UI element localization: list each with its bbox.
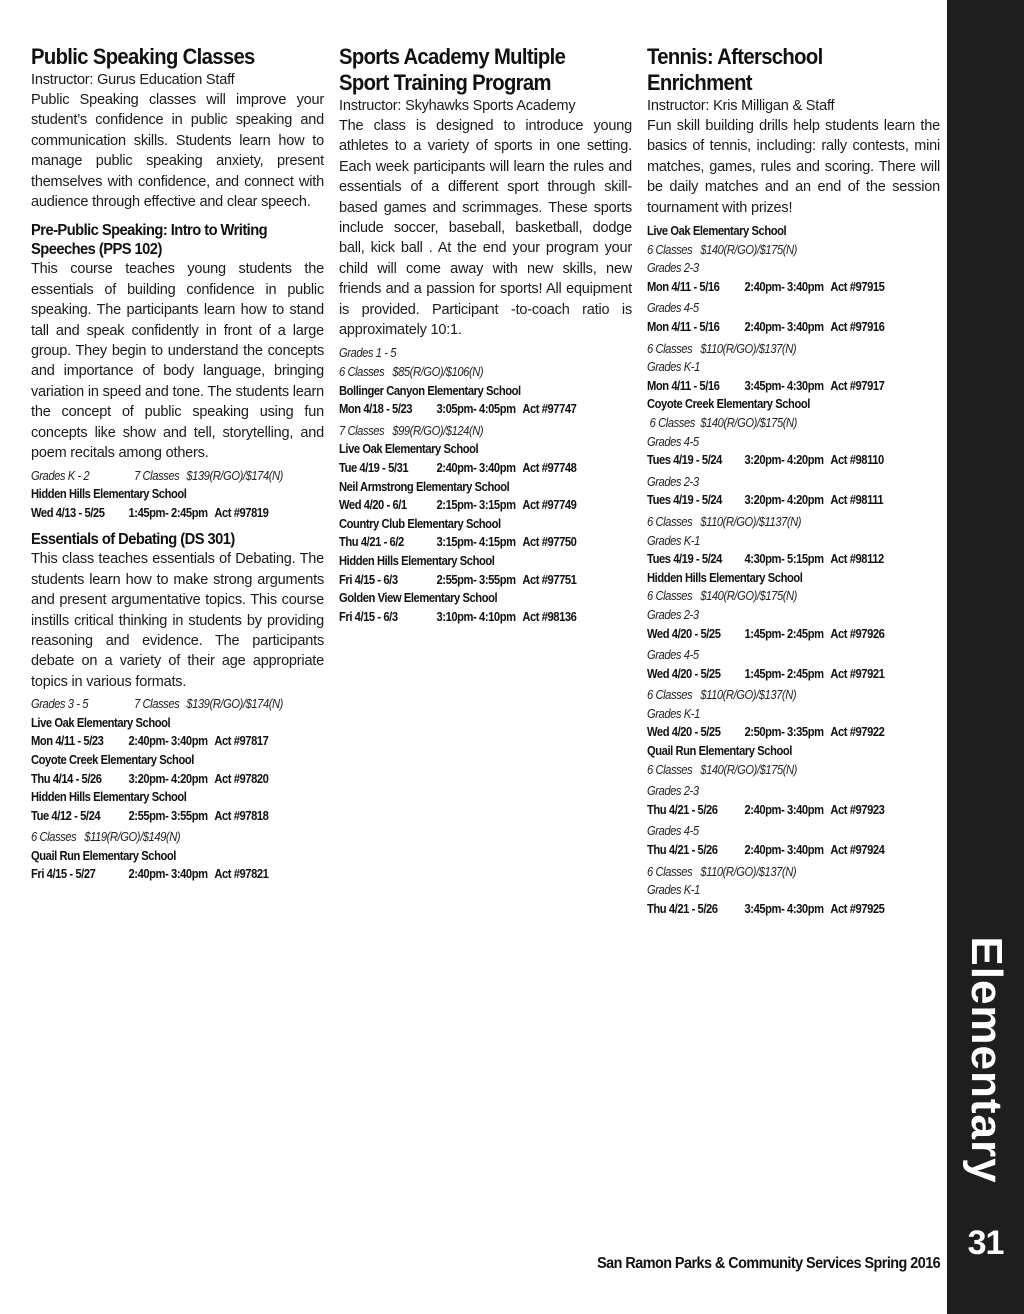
- school-name: Coyote Creek Elementary School: [31, 751, 194, 767]
- session-time: 2:55pm- 3:55pm: [436, 571, 516, 587]
- session-row: [647, 665, 899, 684]
- class-meta: [647, 513, 899, 532]
- session-date: Thu 4/21 - 5/26: [647, 801, 718, 817]
- activity-number: Act #97750: [522, 534, 577, 550]
- session-row: [339, 608, 591, 627]
- session-date: Mon 4/11 - 5/16: [647, 278, 720, 294]
- school-name: Hidden Hills Elementary School: [339, 553, 495, 568]
- session-row: [31, 770, 283, 789]
- description: Public Speaking classes will improve your student’s confidence in public speaking and communication skills. Students learn how to manage public speaking anxiety, present themselves with confidence, and connect with audience through effective and clear speech.: [31, 92, 324, 211]
- activity-number: Act #97921: [830, 665, 885, 681]
- section-label: [947, 936, 1024, 1184]
- course-listing: [339, 344, 591, 626]
- page-number: 31: [967, 1224, 1004, 1262]
- session-time: 3:05pm- 4:05pm: [436, 401, 516, 417]
- class-meta: [647, 414, 899, 433]
- instructor: Instructor: Kris Milligan & Staff: [647, 98, 835, 114]
- activity-number: Act #97749: [522, 497, 577, 513]
- grades-label: Grades K - 2: [31, 467, 90, 483]
- session-time: 1:45pm- 2:45pm: [744, 665, 824, 681]
- session-row: [647, 377, 899, 396]
- session-row: [647, 550, 899, 569]
- session-row: [647, 278, 899, 297]
- grades-label: Grades 4-5: [647, 300, 699, 316]
- course-description: This course teaches young students the essentials of building confidence in public speaking. The participants learn how to stand tall and speak confidently in front of a large group. They begin to understand the concepts and importance of body language, bringing variation in speed and tone. The students learn the concept of public speaking using fun concepts like show and tell, storytelling, and poem recitals among others.: [31, 261, 324, 462]
- session-date: Wed 4/13 - 5/25: [31, 504, 105, 520]
- session-date: Mon 4/11 - 5/16: [647, 319, 720, 334]
- instructor: Instructor: Skyhawks Sports Academy: [339, 98, 576, 114]
- school-name: Quail Run Elementary School: [31, 847, 176, 863]
- activity-number: Act #97751: [522, 571, 577, 587]
- grades-label: Grades K-1: [647, 532, 700, 548]
- activity-number: Act #97820: [214, 770, 269, 786]
- school-name: Golden View Elementary School: [339, 590, 498, 606]
- session-row: [339, 533, 591, 552]
- classes-count: 7 Classes: [134, 467, 180, 483]
- school-name: Hidden Hills Elementary School: [31, 789, 187, 805]
- session-row: [31, 865, 283, 884]
- grades-label: Grades 4-5: [647, 823, 699, 839]
- grades-label: Grades 2-3: [647, 783, 699, 799]
- page-footer: San Ramon Parks & Community Services Spring 2016: [596, 1255, 940, 1272]
- session-row: [31, 807, 283, 826]
- session-time: 3:20pm- 4:20pm: [128, 770, 208, 786]
- column-public-speaking: [31, 44, 324, 884]
- session-date: Wed 4/20 - 5/25: [647, 665, 721, 681]
- school-name: Hidden Hills Elementary School: [31, 486, 187, 502]
- class-meta: [647, 686, 899, 705]
- class-meta: [647, 340, 899, 359]
- session-time: 2:40pm- 3:40pm: [744, 319, 824, 334]
- classes-count: 6 Classes: [647, 863, 693, 879]
- price: $85(R/GO)/$106(N): [392, 364, 484, 380]
- session-row: [647, 841, 899, 860]
- class-meta: [339, 422, 591, 441]
- activity-number: Act #97924: [830, 842, 885, 858]
- classes-count: 6 Classes: [31, 829, 77, 845]
- session-date: Mon 4/11 - 5/16: [647, 377, 720, 393]
- session-time: 2:40pm- 3:40pm: [744, 801, 824, 817]
- session-time: 3:45pm- 4:30pm: [744, 377, 824, 393]
- session-time: 2:15pm- 3:15pm: [436, 497, 516, 513]
- school-name: Live Oak Elementary School: [339, 441, 479, 457]
- classes-count: 7 Classes: [134, 696, 180, 712]
- price: $110(R/GO)/$137(N): [700, 687, 797, 703]
- price: $140(R/GO)/$175(N): [700, 588, 797, 604]
- activity-number: Act #97926: [830, 625, 885, 641]
- price: $140(R/GO)/$175(N): [700, 241, 797, 257]
- grades-label: Grades 1 - 5: [339, 345, 396, 361]
- classes-count: 6 Classes: [647, 340, 693, 356]
- activity-number: Act #97748: [522, 460, 577, 476]
- price: $110(R/GO)/$137(N): [700, 340, 797, 356]
- activity-number: Act #98110: [830, 452, 884, 468]
- price: $140(R/GO)/$175(N): [700, 761, 797, 777]
- price: $110(R/GO)/$137(N): [700, 863, 797, 879]
- section-title-line1: Tennis: Afterschool: [647, 44, 823, 69]
- session-time: 3:15pm- 4:15pm: [436, 534, 516, 550]
- session-row: [647, 723, 899, 742]
- activity-number: Act #97917: [830, 377, 885, 393]
- session-date: Tue 4/12 - 5/24: [31, 807, 101, 823]
- column-sports-academy: [339, 44, 632, 626]
- column-tennis: [647, 44, 940, 918]
- activity-number: Act #98111: [830, 492, 884, 508]
- session-date: Wed 4/20 - 5/25: [647, 724, 721, 740]
- session-date: Thu 4/14 - 5/26: [31, 770, 102, 786]
- course-title: Essentials of Debating (DS 301): [31, 531, 235, 549]
- session-time: 2:40pm- 3:40pm: [128, 866, 208, 882]
- section-title-line2: Sport Training Program: [339, 70, 551, 95]
- grades-label: Grades 4-5: [647, 433, 699, 449]
- session-date: Thu 4/21 - 5/26: [647, 842, 718, 858]
- session-time: 3:20pm- 4:20pm: [744, 452, 824, 468]
- classes-count: 7 Classes: [339, 422, 385, 438]
- session-date: Mon 4/11 - 5/23: [31, 733, 104, 749]
- course-description: This class teaches essentials of Debating. The students learn how to make strong arguments and present argumentative topics. This course instills critical thinking in students by providing reasoning and evidence. The participants debate on a variety of their age appropriate topics in various formats.: [31, 551, 324, 690]
- activity-number: Act #97817: [214, 733, 269, 749]
- class-meta: [31, 467, 283, 486]
- section-title-line2: Enrichment: [647, 70, 752, 95]
- activity-number: Act #98136: [522, 608, 577, 624]
- grades-label: Grades 2-3: [647, 260, 699, 276]
- school-name: Coyote Creek Elementary School: [647, 396, 810, 412]
- grades-label: Grades K-1: [647, 359, 700, 375]
- school-name: Hidden Hills Elementary School: [647, 569, 803, 585]
- class-meta: [647, 761, 899, 780]
- session-row: [647, 451, 899, 470]
- class-meta: [31, 695, 283, 714]
- classes-count: 6 Classes: [647, 414, 695, 430]
- session-date: Fri 4/15 - 6/3: [339, 571, 398, 587]
- grades-label: Grades K-1: [647, 882, 700, 898]
- description: Fun skill building drills help students learn the basics of tennis, including: rally contests, mini matches, games, rules and scoring. There will be daily matches and an end of the session tournament with prizes!: [647, 118, 940, 216]
- price: $140(R/GO)/$175(N): [700, 414, 797, 430]
- session-time: 1:45pm- 2:45pm: [128, 504, 208, 520]
- session-row: [647, 625, 899, 644]
- session-time: 3:45pm- 4:30pm: [744, 900, 824, 916]
- session-row: [31, 504, 283, 523]
- section-title: [647, 44, 917, 96]
- school-name: Bollinger Canyon Elementary School: [339, 382, 521, 398]
- course-title: Pre-Public Speaking: Intro to Writing Speeches (PPS 102): [31, 222, 268, 259]
- activity-number: Act #97923: [830, 801, 885, 817]
- session-date: Fri 4/15 - 6/3: [339, 608, 398, 624]
- session-row: [31, 732, 283, 751]
- session-date: Fri 4/15 - 5/27: [31, 866, 96, 882]
- session-time: 2:50pm- 3:35pm: [744, 724, 824, 740]
- instructor: Instructor: Gurus Education Staff: [31, 72, 235, 88]
- session-time: 2:55pm- 3:55pm: [128, 807, 208, 823]
- session-time: 2:40pm- 3:40pm: [744, 278, 824, 294]
- grades-label: Grades 4-5: [647, 647, 699, 663]
- school-name: Quail Run Elementary School: [647, 743, 792, 759]
- school-name: Live Oak Elementary School: [31, 714, 171, 730]
- section-title-line1: Sports Academy Multiple: [339, 44, 566, 69]
- session-date: Tue 4/19 - 5/31: [339, 460, 409, 476]
- activity-number: Act #97925: [830, 900, 885, 916]
- section-title: [339, 44, 609, 96]
- price: $99(R/GO)/$124(N): [392, 422, 484, 438]
- session-time: 3:10pm- 4:10pm: [436, 608, 516, 624]
- session-date: Wed 4/20 - 5/25: [647, 625, 721, 641]
- session-date: Tues 4/19 - 5/24: [647, 492, 722, 508]
- grades-label: Grades 3 - 5: [31, 696, 88, 712]
- session-time: 2:40pm- 3:40pm: [436, 460, 516, 476]
- activity-number: Act #98112: [830, 551, 884, 567]
- grades-label: Grades 2-3: [647, 473, 699, 489]
- course-listing: [31, 695, 283, 884]
- section-label-text: Elementary: [961, 936, 1011, 1184]
- course-listing: [647, 222, 899, 918]
- classes-count: 6 Classes: [647, 241, 693, 257]
- price: $110(R/GO)/$1137(N): [700, 513, 802, 529]
- section-title: Public Speaking Classes: [31, 44, 255, 69]
- class-meta: [647, 863, 899, 882]
- session-date: Thu 4/21 - 6/2: [339, 534, 404, 550]
- session-time: 1:45pm- 2:45pm: [744, 625, 824, 641]
- session-date: Tues 4/19 - 5/24: [647, 452, 722, 468]
- activity-number: Act #97915: [830, 278, 885, 294]
- school-name: Live Oak Elementary School: [647, 223, 787, 239]
- classes-count: 6 Classes: [647, 761, 693, 777]
- classes-count: 6 Classes: [647, 687, 693, 703]
- session-date: Mon 4/18 - 5/23: [339, 401, 413, 417]
- grades-label: Grades K-1: [647, 705, 700, 721]
- activity-number: Act #97819: [214, 504, 269, 520]
- session-row: [647, 801, 899, 820]
- price: $119(R/GO)/$149(N): [84, 829, 181, 845]
- session-row: [647, 318, 899, 337]
- session-date: Tues 4/19 - 5/24: [647, 551, 722, 567]
- school-name: Neil Armstrong Elementary School: [339, 478, 510, 494]
- price: $139(R/GO)/$174(N): [186, 696, 283, 712]
- school-name: Country Club Elementary School: [339, 515, 501, 531]
- description: The class is designed to introduce young athletes to a variety of sports in one setting. Each week participants will learn the rules and essentials of a different sport through skill-based games and scrimmages. These sports include soccer, baseball, basketball, dodge ball, kick ball . At the end your program your child will come away with new skills, new friends and a passion for sports! All equipment is provided. Participant -to-coach ratio is approximately 10:1.: [339, 118, 632, 339]
- class-meta: [647, 241, 899, 260]
- class-meta: [339, 363, 591, 382]
- session-row: [339, 400, 591, 419]
- session-row: [339, 496, 591, 515]
- grades-label: Grades 2-3: [647, 606, 699, 622]
- activity-number: Act #97922: [830, 724, 885, 740]
- activity-number: Act #97818: [214, 807, 269, 823]
- session-time: 4:30pm- 5:15pm: [744, 551, 824, 567]
- session-row: [339, 571, 591, 590]
- session-time: 2:40pm- 3:40pm: [128, 733, 208, 749]
- class-meta: [647, 587, 899, 606]
- activity-number: Act #97821: [214, 866, 269, 882]
- price: $139(R/GO)/$174(N): [186, 467, 283, 483]
- course-listing: [31, 467, 283, 523]
- session-date: Thu 4/21 - 5/26: [647, 900, 718, 916]
- class-meta: [31, 828, 283, 847]
- activity-number: Act #97916: [830, 319, 885, 334]
- classes-count: 6 Classes: [647, 588, 693, 604]
- activity-number: Act #97747: [522, 401, 577, 417]
- session-time: 2:40pm- 3:40pm: [744, 842, 824, 858]
- session-date: Wed 4/20 - 6/1: [339, 497, 407, 513]
- session-row: [647, 491, 899, 510]
- session-time: 3:20pm- 4:20pm: [744, 492, 824, 508]
- classes-count: 6 Classes: [647, 513, 693, 529]
- classes-count: 6 Classes: [339, 364, 385, 380]
- session-row: [647, 900, 899, 919]
- session-row: [339, 459, 591, 478]
